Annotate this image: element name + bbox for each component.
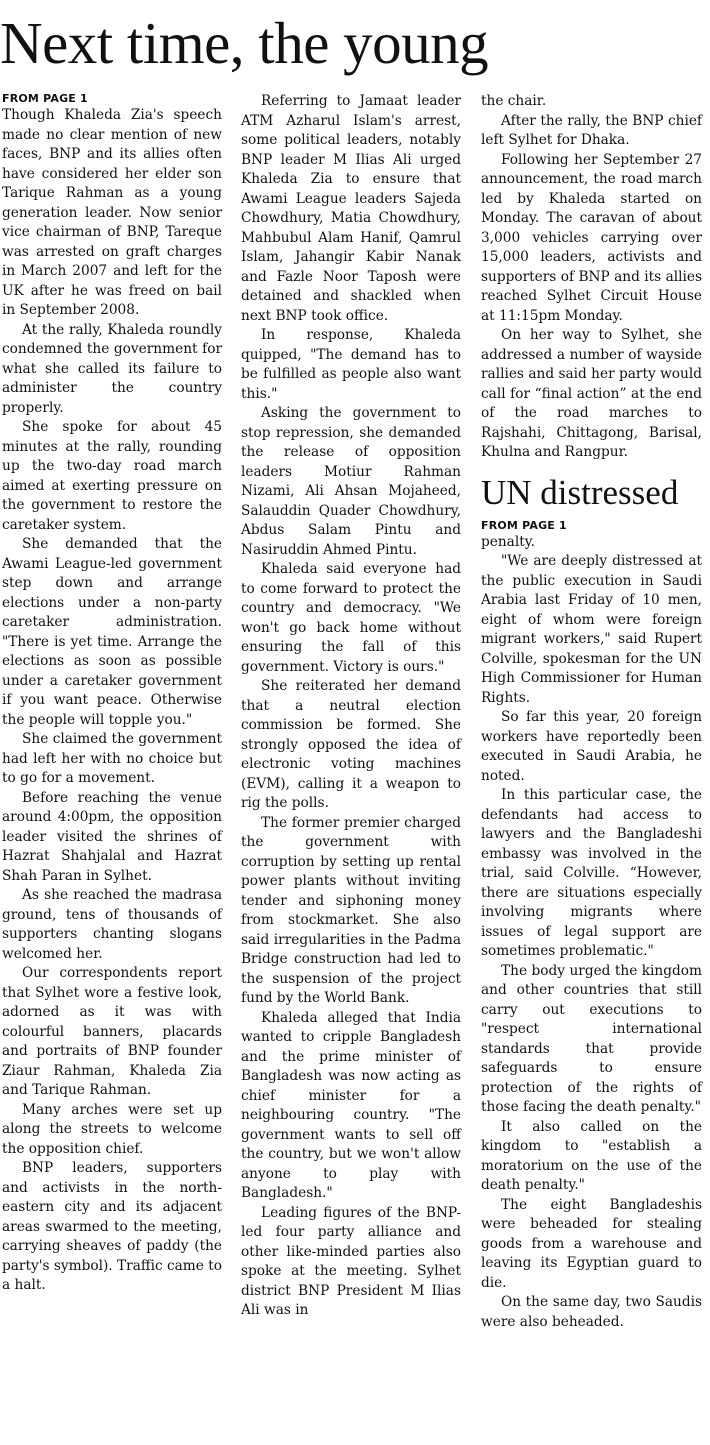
headline: Next time, the young (0, 10, 489, 76)
paragraph: "We are deeply distressed at the public execution in Saudi Arabia last Friday of 10 men, eight of whom were foreign migrant workers," said Rupert Colville, spokesman for the UN High Commissioner for Human Rights. (481, 553, 702, 706)
paragraph: Before reaching the venue around 4:00pm, the opposition leader visited the shrines of Hazrat Shahjalal and Hazrat Shah Paran in Sylhet. (2, 789, 222, 884)
from-page-kicker: FROM PAGE 1 (2, 92, 88, 105)
paragraph: The former premier charged the government with corruption by setting up rental power plants without inviting tender and siphoning money from stockmarket. She also said irregularities in the Padma Bridge construction had led to the suspension of the project fund by the World Bank. (241, 814, 461, 1006)
paragraph: Leading figures of the BNP-led four party alliance and other like-minded parties also spoke at the meeting. Sylhet district BNP President M Ilias Ali was in (241, 1204, 461, 1318)
paragraph: It also called on the kingdom to "establish a moratorium on the use of the death penalty." (481, 1118, 702, 1193)
paragraph: Many arches were set up along the streets to welcome the opposition chief. (2, 1101, 222, 1157)
paragraph: So far this year, 20 foreign workers have reportedly been executed in Saudi Arabia, he noted. (481, 709, 702, 784)
paragraph: Referring to Jamaat leader ATM Azharul Islam's arrest, some political leaders, notably BNP leader M Ilias Ali urged Khaleda Zia to ensure that Awami League leaders Sajeda Chowdhury, Matia Chowdhury, Mahbubul Alam Hanif, Qamrul Islam, Jahangir Kabir Nanak and Fazle Noor Taposh were detained and shackled when next BNP took office. (241, 93, 461, 324)
from-page-kicker: FROM PAGE 1 (481, 518, 567, 532)
paragraph: Khaleda said everyone had to come forward to protect the country and democracy. "We won't go back home without ensuring the fall of this government. Victory is ours." (241, 561, 461, 675)
paragraph: After the rally, the BNP chief left Sylhet for Dhaka. (481, 112, 702, 148)
paragraph: Following her September 27 announcement, the road march led by Khaleda started on Monday. The caravan of about 3,000 vehicles carrying over 15,000 leaders, activists and supporters of BNP and its allies reached Sylhet Circuit House at 11:15pm Monday. (481, 151, 702, 324)
paragraph: On her way to Sylhet, she addressed a number of wayside rallies and said her party would call for “final action” at the end of the road marches to Rajshahi, Chittagong, Barisal, Khulna and Rangpur. (481, 327, 702, 460)
column-3 (481, 92, 702, 1332)
paragraph: Khaleda alleged that India wanted to cripple Bangladesh and the prime minister of Bangladesh was now acting as chief minister for a neighbouring country. "The government wants to sell off the country, but we won't allow anyone to play with Bangladesh." (241, 1009, 461, 1201)
column-1 (2, 92, 222, 1296)
paragraph: The eight Bangladeshis were beheaded for stealing goods from a warehouse and leaving its Egyptian guard to die. (481, 1196, 702, 1291)
subheadline: UN distressed (481, 472, 679, 512)
paragraph: She demanded that the Awami League-led government step down and arrange elections under a non-party caretaker administration. "There is yet time. Arrange the elections as soon as possible under a caretaker government if you want peace. Otherwise the people will topple you." (2, 536, 222, 728)
paragraph: At the rally, Khaleda roundly condemned the government for what she called its failure to administer the country properly. (2, 321, 222, 416)
paragraph: She reiterated her demand that a neutral election commission be formed. She strongly opposed the idea of electronic voting machines (EVM), calling it a weapon to rig the polls. (241, 678, 461, 811)
paragraph: Though Khaleda Zia's speech made no clear mention of new faces, BNP and its allies often have considered her elder son Tarique Rahman as a young generation leader. Now senior vice chairman of BNP, Tareque was arrested on graft charges in March 2007 and left for the UK after he was freed on bail in September 2008. (2, 107, 222, 318)
paragraph: She spoke for about 45 minutes at the rally, rounding up the two-day road march aimed at exerting pressure on the government to restore the caretaker system. (2, 419, 222, 533)
paragraph: In response, Khaleda quipped, "The demand has to be fulfilled as people also want this." (241, 327, 461, 402)
paragraph: On the same day, two Saudis were also beheaded. (481, 1294, 702, 1330)
column-2 (241, 92, 461, 1321)
paragraph: In this particular case, the defendants had access to lawyers and the Bangladeshi embassy was involved in the trial, said Colville. “However, there are situations especially involving migrants where issues of legal support are sometimes problematic." (481, 787, 702, 959)
paragraph: The body urged the kingdom and other countries that still carry out executions to "respect international standards that provide safeguards to ensure protection of the rights of those facing the death penalty." (481, 962, 702, 1115)
paragraph: Our correspondents report that Sylhet wore a festive look, adorned as it was with colourful banners, placards and portraits of BNP founder Ziaur Rahman, Khaleda Zia and Tarique Rahman. (2, 965, 222, 1098)
paragraph: As she reached the madrasa ground, tens of thousands of supporters chanting slogans welcomed her. (2, 887, 222, 962)
paragraph: She claimed the government had left her with no choice but to go for a movement. (2, 731, 222, 786)
paragraph: Asking the government to stop repression, she demanded the release of opposition leaders Motiur Rahman Nizami, Ali Ahsan Mojaheed, Salauddin Quader Chowdhury, Abdus Salam Pintu and Nasiruddin Ahmed Pintu. (241, 405, 461, 558)
paragraph: BNP leaders, supporters and activists in the north-eastern city and its adjacent areas swarmed to the meeting, carrying sheaves of paddy (the party's symbol). Traffic came to a halt. (2, 1160, 222, 1293)
paragraph: the chair. (481, 93, 547, 109)
paragraph: penalty. (481, 533, 535, 550)
